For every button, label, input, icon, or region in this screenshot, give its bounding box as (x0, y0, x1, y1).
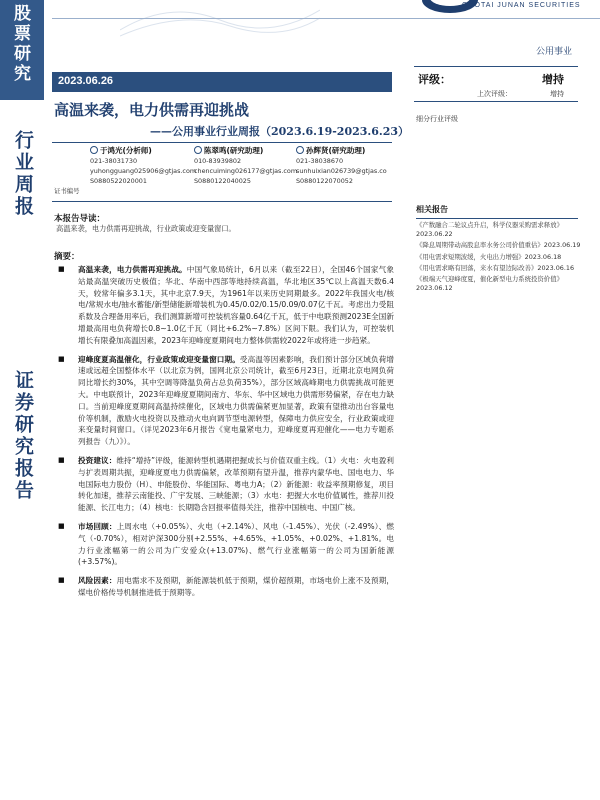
logo-english-name: GUOTAI JUNAN SECURITIES (462, 2, 581, 9)
abstract-bullet (56, 575, 394, 599)
header-decoration (120, 0, 320, 40)
analyst-cert: S0880522020001 (90, 177, 147, 185)
rating-value: 增持 (542, 73, 564, 86)
bullet-lead: 高温来袭，电力供需再迎挑战。 (78, 265, 187, 274)
header-divider (52, 18, 600, 19)
related-report-link[interactable]: 《用电需求略有回落，来水有望边际改善》2023.06.16 (416, 263, 575, 272)
person-icon (194, 146, 202, 154)
guide-heading: 本报告导读： (54, 214, 106, 224)
sidebar-category-text: 股票研究 (10, 4, 30, 84)
bullet-lead: 投资建议： (78, 455, 117, 465)
analyst-card (194, 146, 297, 186)
report-title: 高温来袭，电力供需再迎挑战 (54, 101, 250, 119)
person-icon (296, 146, 304, 154)
sidebar-category-block (0, 0, 44, 100)
rating-box (414, 66, 578, 102)
sidebar-report-type-text: 行业周报 (12, 130, 34, 218)
date-bar (52, 72, 392, 92)
previous-rating-value: 增持 (550, 90, 564, 98)
rating-label: 评级： (418, 73, 451, 86)
analyst-table (52, 142, 392, 202)
report-subtitle: ——公用事业行业周报（2023.6.19-2023.6.23） (150, 125, 410, 138)
abstract-list (56, 264, 394, 606)
sidebar-report-type-block (0, 100, 44, 340)
analyst-phone: 010-83939802 (194, 157, 242, 165)
related-report-link[interactable]: 《用电需求短期波缓，火电出力增强》2023.06.18 (416, 252, 562, 261)
analyst-cert: S0880122040025 (194, 177, 251, 185)
sub-industry-rating-label: 细分行业评级 (416, 115, 458, 123)
related-report-link[interactable]: 《极端天气迎峰度夏，催化新型电力系统投资价值》2023.06.12 (416, 275, 563, 293)
person-icon (90, 146, 98, 154)
abstract-bullet (56, 521, 394, 568)
analyst-email[interactable]: chencuiming026177@gtjas.com (194, 167, 298, 175)
analyst-name: 孙辉贤(研究助理) (306, 146, 366, 155)
sidebar-doc-type-block (0, 340, 44, 800)
sidebar-doc-type-text: 证券研究报告 (12, 370, 34, 502)
abstract-bullet (56, 264, 394, 347)
sector-tag: 公用事业 (535, 47, 572, 57)
bullet-text: 用电需求不及预期，新能源装机低于预期，煤价超预期，市场电价上涨不及预期，煤电价格传导机制推进低于预期等。 (78, 576, 395, 597)
analyst-phone: 021-38031730 (90, 157, 138, 165)
analyst-phone: 021-38038670 (296, 157, 344, 165)
left-sidebar (0, 0, 44, 800)
abstract-heading: 摘要： (54, 252, 80, 262)
abstract-bullet (56, 455, 394, 514)
analyst-name: 陈翠鸣(研究助理) (204, 146, 264, 155)
bullet-lead: 迎峰度夏高温催化，行业政策或迎变量窗口期。 (78, 354, 240, 364)
bullet-text: 维持“增持”评级，能源转型机遇期把握成长与价值双重主线。（1）火电：火电盈利与扩表周期共振，迎峰度夏电力供需偏紧，改革预期有望升温，推荐内蒙华电、国电电力、华电国际电力股份（H）、申能股份、华能国际、粤电力A；（2）新能源：收益率预期修复，项目转化加速，推荐云南能投、广宇发展、三峡能源；（3）水电：把握大水电价值属性，推荐川投能源、长江电力；（4）核电：长期隐含回报率值得关注，推荐中国核电、中国广核。 (78, 455, 394, 513)
analyst-name: 于鸿光(分析师) (100, 146, 152, 155)
report-date: 2023.06.26 (58, 75, 114, 87)
related-reports-heading: 相关报告 (416, 204, 578, 219)
guide-text: 高温来袭，电力供需再迎挑战，行业政策或迎变量窗口。 (56, 224, 236, 233)
bullet-text: 中国气象局统计，6月以来（截至22日），全国46个国家气象站最高温突破历史极值；华北、华南中西部等地持续高温，华北地区35℃以上高温天数6.4天，较常年偏多3.1天，其中北京7.9天，为1961年以来历史同期最多。2022年我国火电/核电/常规水电/抽水蓄能/新型储能新增装机为0.45/0.02/0.15/0.09/0.07亿千瓦。考虑出力受阻系数及合理备用率后，我们测算新增可控装机容量0.64亿千瓦，低于中电联预测2023E全国新增最高用电负荷增长0.8~1.0亿千瓦（同比+6.2%~7.8%）区间下限。我们认为，可控装机增长有限叠加高温因素，2023年迎峰度夏期间电力整体供需较2022年或将进一步趋紧。 (78, 265, 395, 345)
analyst-cert: S0880122070052 (296, 177, 353, 185)
related-report-link[interactable]: 《降息周期带动高股息率水务公司价值重估》2023.06.19 (416, 241, 581, 250)
bullet-lead: 市场回顾： (78, 521, 117, 531)
analyst-email[interactable]: sunhuixian026739@gtjas.co (296, 167, 387, 175)
related-reports-list (416, 221, 584, 295)
bullet-text: 受高温等因素影响，我们预计部分区域负荷增速或远超全国整体水平（以北京为例，国网北京公司统计，截至6月23日，近期北京电网负荷同比增长约30%，其中空调等降温负荷占总负荷35%），部分区域高峰期电力供需挑战可能更大。中电联预计，2023年迎峰度夏期间南方、华东、华中区域电力供需形势偏紧，存在电力缺口。当前迎峰度夏期间高温持续催化，区域电力供需偏紧更加显著，政策有望推动出台容量电价等机制，激励火电投资以及推动火电向调节型电源转型，保障电力供应安全，行业政策或迎来变量时间窗口。（详见2023年6月报告《宽电量紧电力，迎峰度夏再迎催化——电力专题系列报告（九）》）。 (78, 354, 395, 447)
analyst-email[interactable]: yuhongguang025906@gtjas.com (90, 167, 197, 175)
abstract-bullet (56, 354, 394, 448)
bullet-lead: 风险因素： (78, 576, 117, 586)
cert-label: 证书编号 (54, 187, 80, 195)
previous-rating-label: 上次评级： (477, 90, 512, 98)
analyst-card (90, 146, 196, 186)
related-report-link[interactable]: 《产数融合二轮议点升启，科学仪器采购需求释放》2023.06.22 (416, 221, 563, 239)
bullet-text: 上周水电（+0.05%）、火电（+2.14%）、风电（-1.45%）、光伏（-2.49%）、燃气（-0.70%），相对沪深300分别+2.55%、+4.65%、+1.05%、+0.02%、+1.81%。电力行业涨幅第一的公司为广安爱众(+13.07%)、燃气行业涨幅第一的公司为国新能源(+3.57%)。 (78, 521, 394, 567)
analyst-card (296, 146, 387, 186)
